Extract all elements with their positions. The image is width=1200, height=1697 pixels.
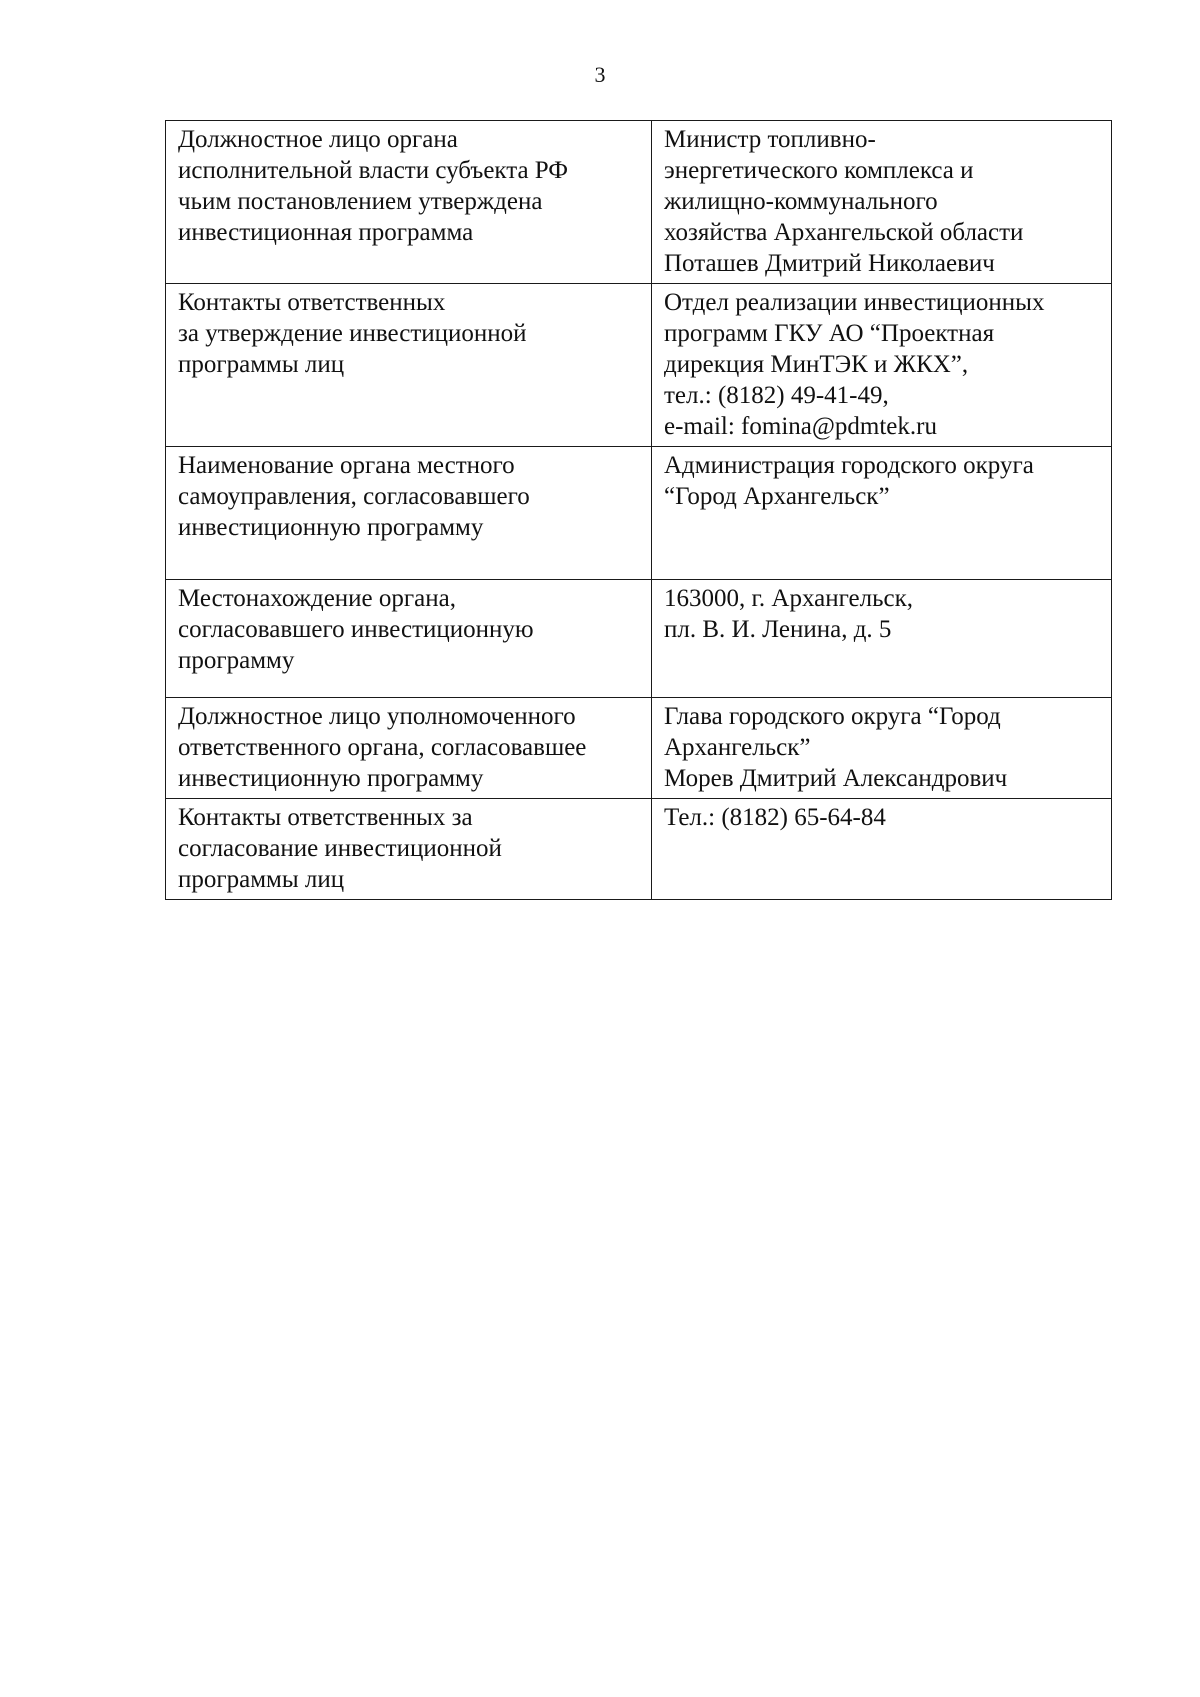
row-value-official-agreeing: Глава городского округа “Город Архангельск” Морев Дмитрий Александрович	[652, 698, 1112, 799]
row-value-agreement-contacts: Тел.: (8182) 65-64-84	[652, 799, 1112, 900]
table-row	[166, 799, 1112, 900]
page-number: 3	[594, 62, 606, 87]
row-value-authority-location: 163000, г. Архангельск, пл. В. И. Ленина, д. 5	[652, 580, 1112, 698]
table-row	[166, 698, 1112, 799]
row-value-approval-contacts: Отдел реализации инвестиционных программ ГКУ АО “Проектная дирекция МинТЭК и ЖКХ”, тел.: (8182) 49-41-49, e-mail: fomina@pdmtek.ru	[652, 284, 1112, 447]
investment-program-info-table	[165, 120, 1112, 900]
row-label-official-agreeing: Должностное лицо уполномоченного ответственного органа, согласовавшее инвестиционную программу	[166, 698, 652, 799]
table-row	[166, 580, 1112, 698]
row-label-local-authority-name: Наименование органа местного самоуправления, согласовавшего инвестиционную программу	[166, 447, 652, 580]
table-row	[166, 284, 1112, 447]
row-label-official-approving: Должностное лицо органа исполнительной власти субъекта РФ чьим постановлением утверждена инвестиционная программа	[166, 121, 652, 284]
row-label-approval-contacts: Контакты ответственных за утверждение инвестиционной программы лиц	[166, 284, 652, 447]
row-label-agreement-contacts: Контакты ответственных за согласование инвестиционной программы лиц	[166, 799, 652, 900]
row-label-authority-location: Местонахождение органа, согласовавшего инвестиционную программу	[166, 580, 652, 698]
table-row	[166, 121, 1112, 284]
row-value-official-approving: Министр топливно- энергетического комплекса и жилищно-коммунального хозяйства Архангельской области Поташев Дмитрий Николаевич	[652, 121, 1112, 284]
row-value-local-authority-name: Администрация городского округа “Город Архангельск”	[652, 447, 1112, 580]
table-row	[166, 447, 1112, 580]
